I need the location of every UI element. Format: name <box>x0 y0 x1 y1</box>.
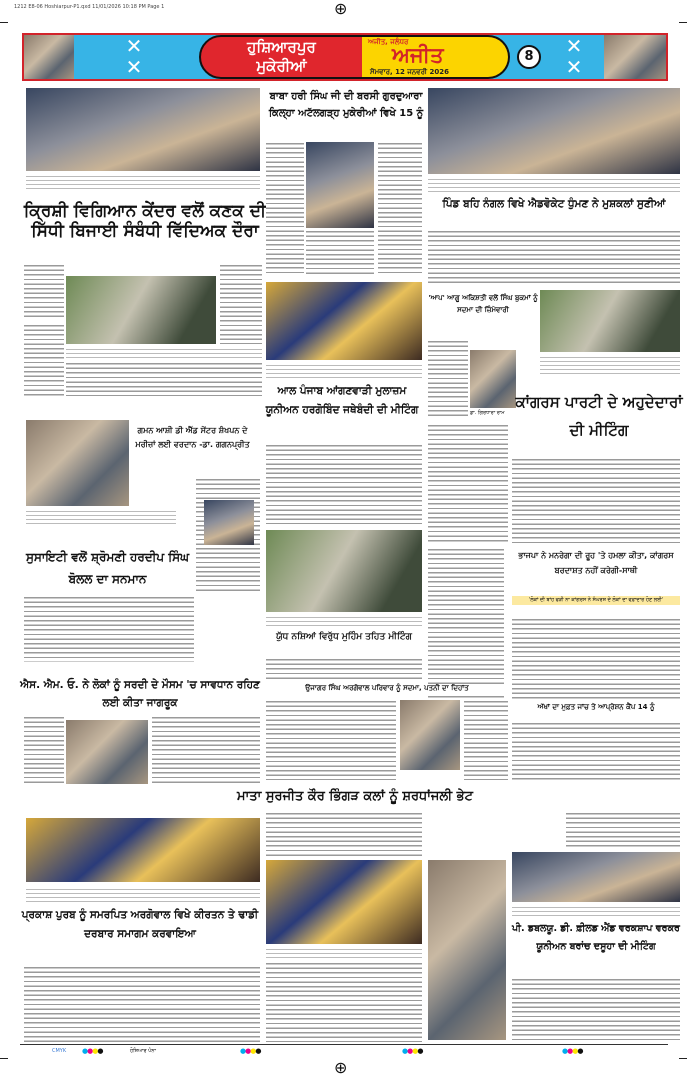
photo-caption <box>266 362 422 378</box>
article-body <box>266 444 422 524</box>
photo-caption <box>540 354 680 374</box>
article-body <box>24 716 64 784</box>
photo-parkash-sangat <box>428 860 506 1040</box>
photo-pwd-union <box>512 852 680 902</box>
headline-aanganwadi: ਆਲ ਪੰਜਾਬ ਆਂਗਣਵਾੜੀ ਮੁਲਾਜ਼ਮ ਯੂਨੀਅਨ ਹਰਗੋਬਿੰਦ ਜਥੇਬੰਦੀ ਦੀ ਮੀਟਿੰਗ <box>265 385 419 416</box>
photo-portrait-leader <box>470 350 516 408</box>
article-body <box>220 264 262 344</box>
crop-mark <box>0 1058 8 1059</box>
edition-title <box>199 35 364 79</box>
diamond-pattern-icon: ✕ ✕ <box>565 34 583 79</box>
article-body <box>24 324 64 396</box>
headline-congress: ਕਾਂਗਰਸ ਪਾਰਟੀ ਦੇ ਅਹੁਦੇਦਾਰਾਂ ਦੀ ਮੀਟਿੰਗ <box>515 393 683 439</box>
headline-ujagar: ਉਜਾਗਰ ਸਿੰਘ ਅਰਗੋਵਾਲ ਪਰਿਵਾਰ ਨੂੰ ਸਦਮਾ, ਪਤਨੀ ਦਾ ਦਿਹਾਂਤ <box>266 684 508 693</box>
issue-date: ਸੋਮਵਾਰ, 12 ਜਨਵਰੀ 2026 <box>370 68 449 76</box>
headline-smo: ਐਸ. ਐਮ. ਓ. ਨੇ ਲੋਕਾਂ ਨੂੰ ਸਰਦੀ ਦੇ ਮੌਸਮ 'ਚ ਸਾਵਧਾਨ ਰਹਿਣ ਲਈ ਕੀਤਾ ਜਾਗਰੂਕ <box>20 679 260 709</box>
article-body <box>512 458 680 544</box>
headline-pwd: ਪੀ. ਡਬਲਯੂ. ਡੀ. ਫ਼ੀਲਡ ਐਂਡ ਵਰਕਸ਼ਾਪ ਵਰਕਰ ਯੂਨੀਅਨ ਬਰਾਂਚ ਦਸੂਹਾ ਦੀ ਮੀਟਿੰਗ <box>512 923 680 952</box>
cmyk-label: CMYK <box>52 1048 67 1054</box>
color-dots-icon: ●●●● <box>402 1047 423 1055</box>
headline-pind: ਪਿੰਡ ਬਹਿ ਨੰਗਲ ਵਿਖੇ ਐਡਵੋਕੇਟ ਧੁੰਮਣ ਨੇ ਮੁਸ਼ਕਲਾਂ ਸੁਣੀਆਂ <box>442 198 666 210</box>
headline-parkash: ਪ੍ਰਕਾਸ਼ ਪੁਰਬ ਨੂੰ ਸਮਰਪਿਤ ਅਰਗੋਵਾਲ ਵਿਖੇ ਕੀਰਤਨ ਤੇ ਢਾਡੀ ਦਰਬਾਰ ਸਮਾਗਮ ਕਰਵਾਇਆ <box>21 909 259 940</box>
article-body <box>66 362 262 396</box>
headline-aankhan: ਅੱਖਾਂ ਦਾ ਮੁਫ਼ਤ ਜਾਂਚ ਤੇ ਆਪ੍ਰੇਸ਼ਨ ਕੈਂਪ 14 ਨੂੰ <box>537 703 655 711</box>
photo-krishi <box>66 276 216 344</box>
article-body <box>24 596 194 662</box>
masthead-photo-right <box>604 35 668 79</box>
crop-mark <box>679 22 687 23</box>
photo-smo <box>66 720 148 784</box>
headline-society: ਸੁਸਾਇਟੀ ਵਲੋਂ ਸ਼੍ਰੋਮਣੀ ਹਰਦੀਪ ਸਿੰਘ ਬੋਲਲ ਦਾ ਸਨਮਾਨ <box>25 550 190 586</box>
slug-line: 1212 E8-06 Hoshiarpur-P1.qxd 11/01/2026 10:18 PM Page 1 <box>14 4 165 10</box>
article-body <box>24 966 260 1042</box>
footer-rule <box>20 1044 668 1045</box>
article-body <box>266 812 422 858</box>
photo-kirtan <box>26 818 260 882</box>
headline-krishi: ਕ੍ਰਿਸ਼ੀ ਵਿਗਿਆਨ ਕੇਂਦਰ ਵਲੋਂ ਕਣਕ ਦੀ ਸਿੱਧੀ ਬਿਜਾਈ ਸੰਬੰਧੀ ਵਿੱਦਿਅਕ ਦੌਰਾ <box>23 201 267 241</box>
photo-aanganwadi <box>266 282 422 360</box>
photo-caption <box>26 886 260 902</box>
diamond-pattern-icon: ✕ ✕ <box>125 34 143 79</box>
photo-portrait-doctor <box>204 500 254 545</box>
photo-caption <box>66 346 262 360</box>
article-body <box>24 264 64 320</box>
paper-place: ਅਜੀਤ, ਜਲੰਧਰ <box>368 38 409 46</box>
photo-caption <box>512 904 680 918</box>
edition-title-line2: ਮੁਕੇਰੀਆਂ <box>256 57 307 75</box>
photo-caption <box>428 176 680 192</box>
article-body <box>428 230 680 286</box>
article-body <box>378 142 422 276</box>
article-body <box>306 230 374 276</box>
headline-mata: ਮਾਤਾ ਸੁਰਜੀਤ ਕੌਰ ਭਿੰਗੜ ਕਲਾਂ ਨੂੰ ਸ਼ਰਧਾਂਜਲੀ ਭੇਟ <box>237 789 473 804</box>
registration-mark-icon: ⊕ <box>334 1058 348 1077</box>
article-body <box>266 962 422 1042</box>
photo-pind-meeting <box>428 88 680 174</box>
photo-procession <box>26 88 260 171</box>
portrait-caption: ਡਾ. ਗਿਰਧਾਰਾ ਰਾਮ <box>470 410 505 416</box>
article-body <box>512 618 680 700</box>
edition-title-line1: ਹੁਸ਼ਿਆਰਪੁਰ <box>247 38 316 56</box>
photo-shardhanjali <box>266 860 422 944</box>
article-body <box>266 142 304 276</box>
article-body <box>428 340 468 416</box>
crop-mark <box>679 1058 687 1059</box>
headline-barsi: ਬਾਬਾ ਹਰੀ ਸਿੰਘ ਜੀ ਦੀ ਬਰਸੀ ਗੁਰਦੁਆਰਾ ਕਿਲ੍ਹਾ ਅਟੱਲਗੜ੍ਹ ਮੁਕੇਰੀਆਂ ਵਿਖੇ 15 ਨੂੰ <box>268 91 424 119</box>
article-body <box>464 700 508 780</box>
footer-label: ਹੋਸ਼ਿਆਰ ਪੰਨਾ <box>130 1048 156 1054</box>
article-body <box>266 700 396 780</box>
paper-brand <box>362 35 510 79</box>
pullquote-box: 'ਲੋਕਾਂ ਦੀ ਬਾਂਹ ਫੜੀ ਨਾ ਕਾਂਗਰਸ ਨੇ ਸੰਘਰਸ਼ ਦੇ ਲੋਕਾਂ ਦਾ ਵਫ਼ਾਦਾਰ ਹੋਣ ਲਈ' <box>512 596 680 605</box>
crop-mark <box>0 22 8 23</box>
photo-caption <box>26 173 260 191</box>
photo-congress <box>540 290 680 352</box>
paper-name: ਅਜੀਤ <box>392 43 444 67</box>
color-dots-icon: ●●●● <box>240 1047 261 1055</box>
color-dots-icon: ●●●● <box>562 1047 583 1055</box>
headline-bhajpa: ਭਾਜਪਾ ਨੇ ਮਨਰੇਗਾ ਦੀ ਰੂਹ 'ਤੇ ਹਮਲਾ ਕੀਤਾ, ਕਾਂਗਰਸ ਬਰਦਾਸ਼ਤ ਨਹੀਂ ਕਰੇਗੀ-ਸਾਥੀ <box>518 551 674 575</box>
headline-yudh: ਯੁੱਧ ਨਸ਼ਿਆਂ ਵਿਰੁੱਧ ਮੁਹਿੰਮ ਤਹਿਤ ਮੀਟਿੰਗ <box>276 632 412 642</box>
photo-caption <box>266 946 422 960</box>
masthead <box>22 33 668 81</box>
article-body <box>428 424 508 544</box>
article-body <box>428 548 504 700</box>
article-body <box>512 722 680 780</box>
masthead-photo-left <box>24 35 74 79</box>
photo-gaman <box>26 420 129 506</box>
color-dots-icon: ●●●● <box>82 1047 103 1055</box>
photo-yudh <box>266 530 422 612</box>
photo-portrait-baba <box>306 142 374 228</box>
registration-mark-icon: ⊕ <box>334 0 348 18</box>
photo-portrait-woman <box>400 700 460 770</box>
article-body <box>566 812 680 848</box>
article-body <box>266 658 422 680</box>
headline-gaman: ਗਮਨ ਆਸ਼ੀ ਡੀ ਐੱਡ ਸੇਂਟਰ ਸ਼ੰਖਪਨ ਦੇ ਮਰੀਜ਼ਾਂ ਲਈ ਵਰਦਾਨ -ਡਾ. ਗਗਨਪ੍ਰੀਤ <box>135 426 250 449</box>
article-body <box>512 978 680 1042</box>
photo-caption <box>26 508 176 524</box>
page-number: 8 <box>517 45 541 69</box>
headline-aap: 'ਆਪ' ਆਗੂ ਅਕਿਸ਼ਤੀ ਵਲੋਂ ਸਿੰਘ ਬੁਕਮਾਂ ਨੂੰ ਸਦਮਾ ਦੀ ਜ਼ਿੰਮੇਵਾਰੀ <box>428 294 538 314</box>
photo-caption <box>266 614 422 628</box>
article-body <box>152 716 260 784</box>
